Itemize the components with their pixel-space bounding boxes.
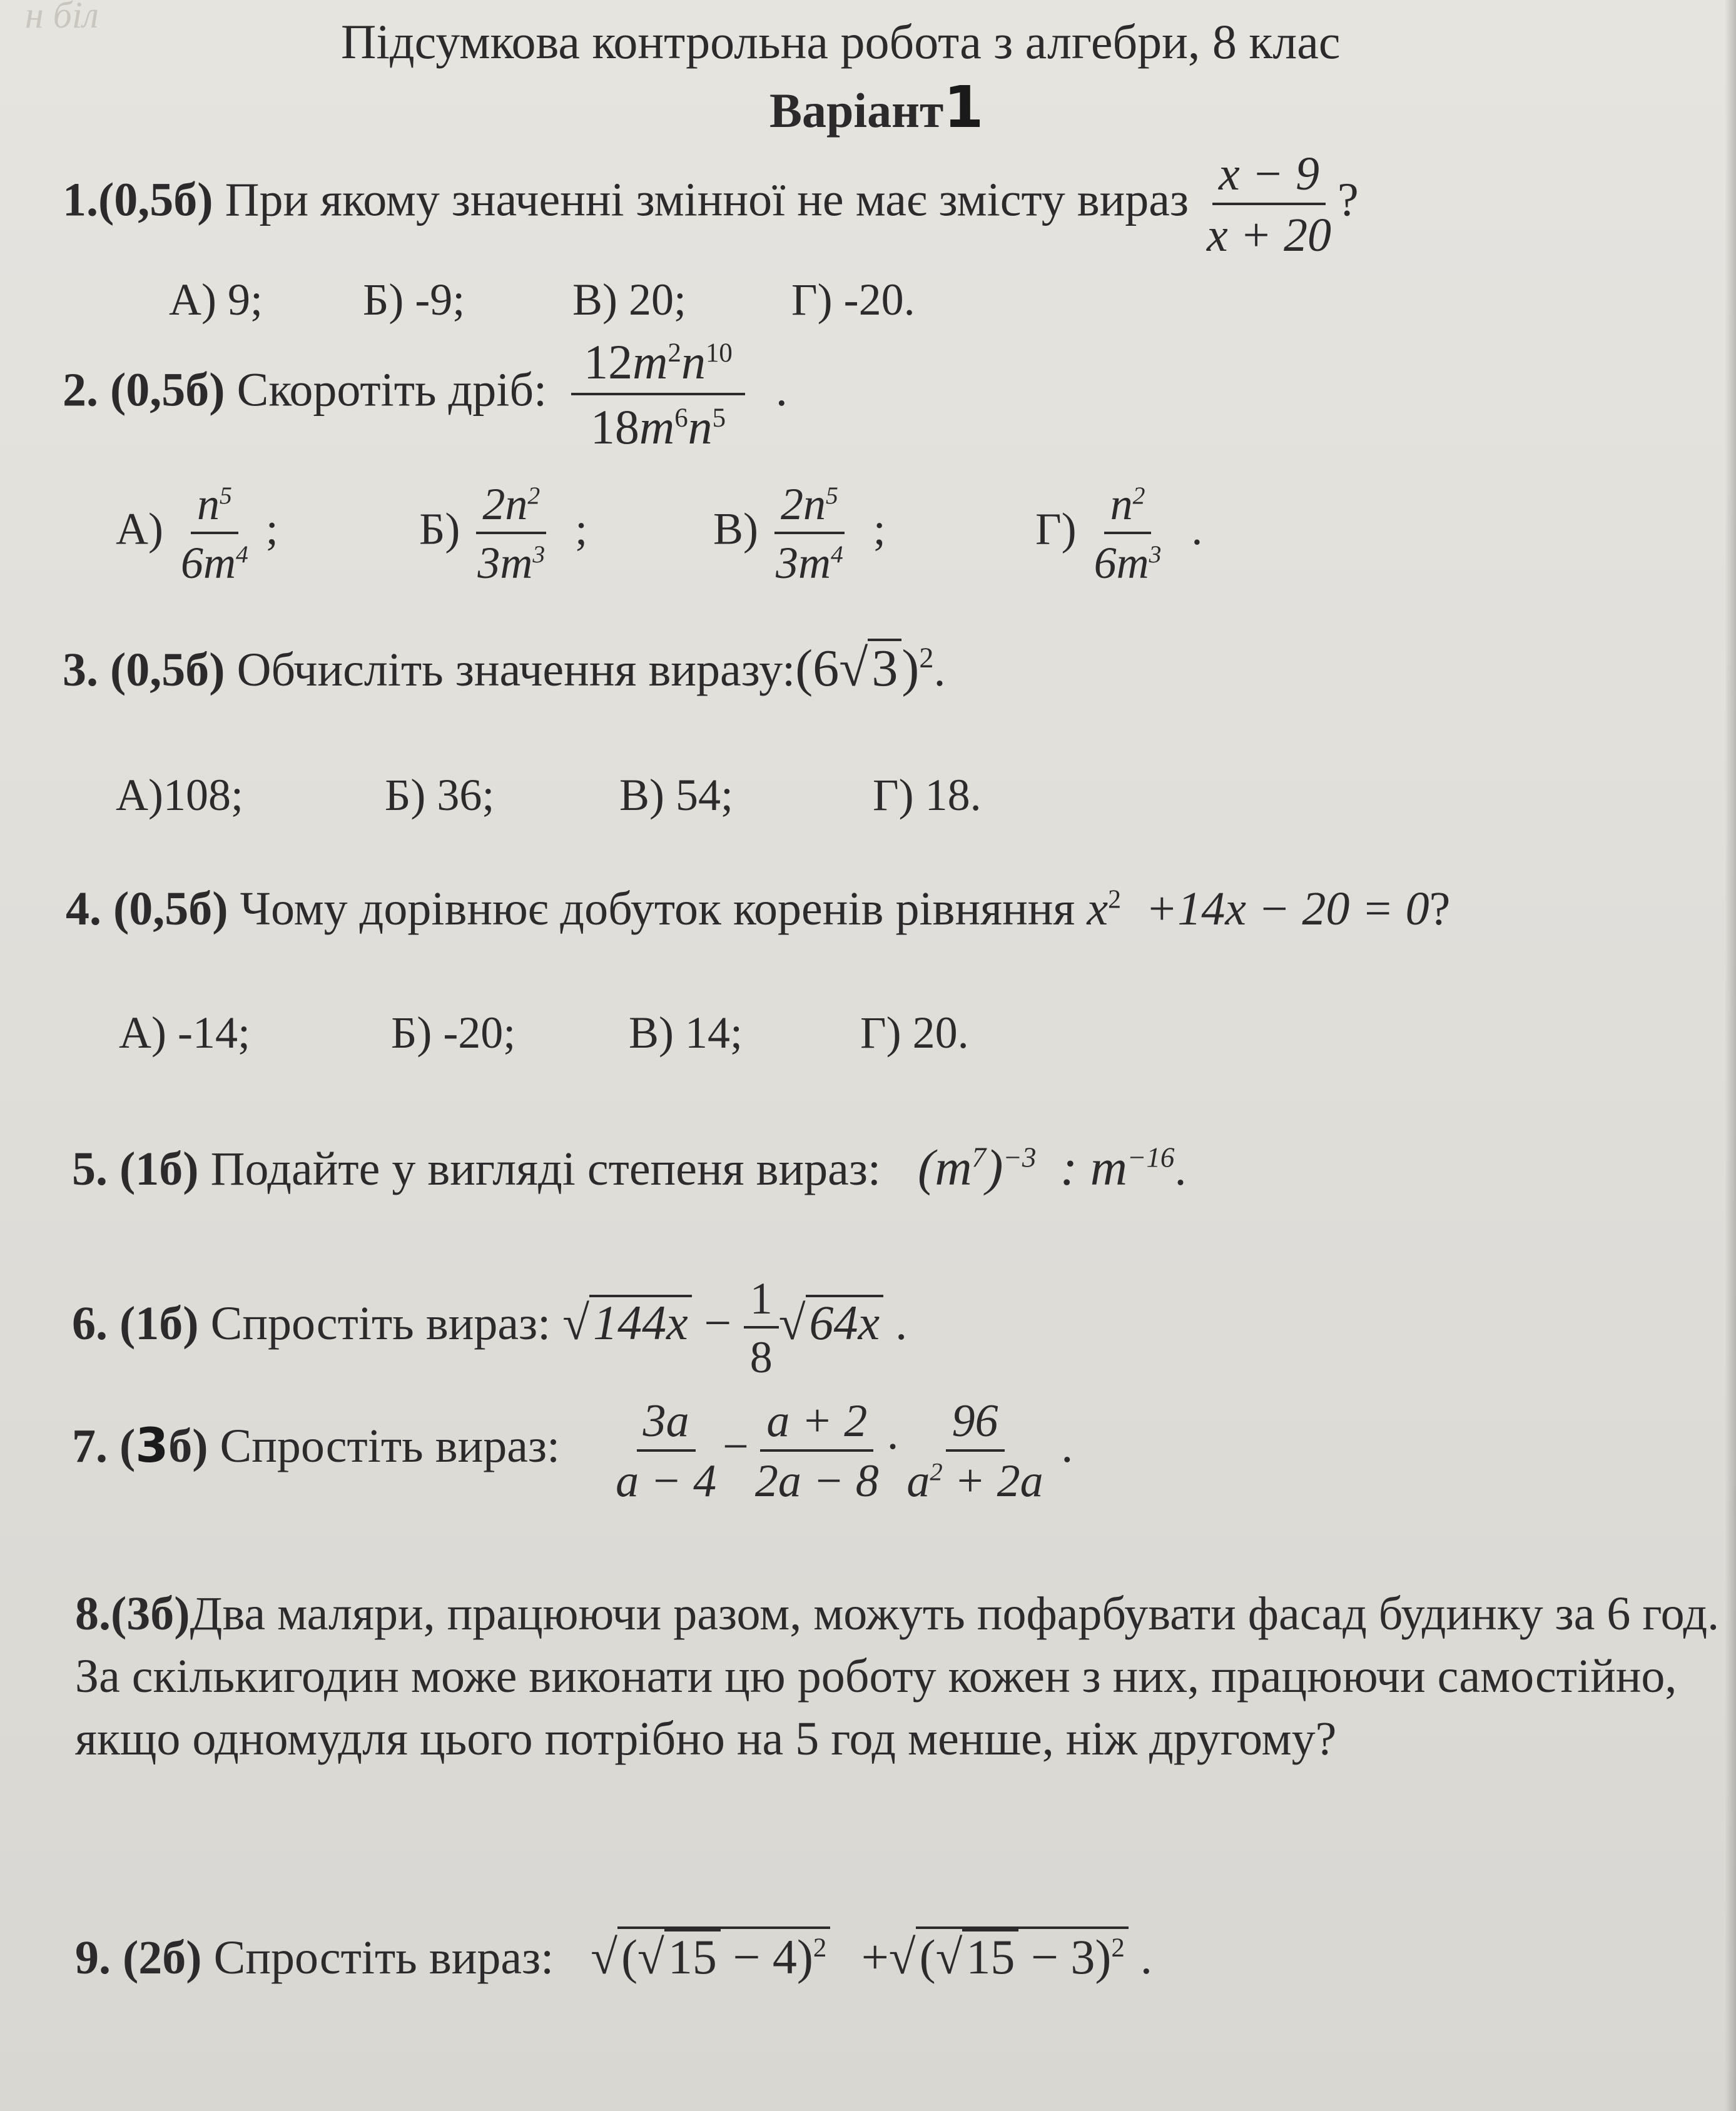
page-title: Підсумкова контрольна робота з алгебри, 8 клас xyxy=(341,14,1341,69)
q9-radical-2: $(√15 - 3)^2$ xyxy=(916,1926,1129,1983)
q6-text: Спростіть вираз: xyxy=(210,1297,551,1350)
variant-label: Варіант xyxy=(769,83,944,138)
q2-end: . xyxy=(775,363,788,417)
q9-r2-exp: 2 xyxy=(1111,1933,1125,1963)
q6-fraction xyxy=(744,1273,779,1382)
q2-option-c-num: 2n xyxy=(781,479,826,529)
q2-option-c-den: 3m xyxy=(776,538,831,588)
q6-minus: − xyxy=(704,1295,732,1350)
q3-expr-open: (6 xyxy=(795,639,840,697)
q7-f1-num: 3a xyxy=(637,1398,696,1452)
q2-option-a-letter: А) xyxy=(116,504,163,554)
q9-end: . xyxy=(1140,1931,1152,1984)
q5-label: 5. (1б) xyxy=(72,1143,199,1195)
q2-option-c-sep: ; xyxy=(873,504,886,554)
q2-option-d-letter: Г) xyxy=(1035,504,1077,554)
q3-expr-exp: 2 xyxy=(919,642,934,674)
q9-r2-root: 15 xyxy=(962,1929,1018,1983)
q2-option-b-num: 2n xyxy=(482,479,528,529)
q4-eq-x: x xyxy=(1087,883,1109,935)
q4-eq-rest: +14x − 20 = 0 xyxy=(1145,883,1429,935)
q7-f3-num: 96 xyxy=(946,1398,1005,1452)
q2-fraction xyxy=(571,335,745,454)
q7-f3-den-a: a xyxy=(906,1455,930,1507)
q1-numerator: x − 9 xyxy=(1212,150,1326,205)
q7-f3-den xyxy=(900,1452,1049,1507)
q2-option-b xyxy=(419,479,588,588)
q5-base-open: (m xyxy=(918,1139,972,1196)
q2-text: Скоротіть дріб: xyxy=(236,363,547,417)
q6-radicand-1: 144x xyxy=(589,1295,692,1349)
variant-number-handwritten: 1 xyxy=(943,74,984,141)
q3-expr-close: ) xyxy=(901,639,920,697)
q1-end: ? xyxy=(1338,173,1359,226)
q2-option-b-letter: Б) xyxy=(419,504,460,554)
q7-fraction-3 xyxy=(900,1395,1049,1507)
question-6 xyxy=(72,1273,908,1382)
q2-option-c-fraction xyxy=(769,479,850,588)
q3-text: Обчисліть значення виразу: xyxy=(236,644,796,696)
q2-option-d-den-exp: 3 xyxy=(1149,540,1162,568)
q9-r1-exp: 2 xyxy=(813,1933,827,1963)
q2-option-c xyxy=(713,479,886,588)
q9-expression: $√(√15 - 4)^2 +√(√15 - 3)^2$ xyxy=(591,1930,1129,1984)
q2-num-n: n xyxy=(681,335,706,389)
q7-f3-den-exp: 2 xyxy=(930,1457,943,1486)
q3-label: 3. (0,5б) xyxy=(63,644,225,696)
question-2 xyxy=(63,335,788,454)
q7-label-post: б) xyxy=(168,1419,208,1472)
q5-text: Подайте у вигляді степеня вираз: xyxy=(210,1143,881,1195)
q7-text: Спростіть вираз: xyxy=(220,1419,561,1472)
q2-num-coef: 12 xyxy=(584,335,633,389)
question-1 xyxy=(63,150,1359,259)
q1-label: 1.(0,5б) xyxy=(63,173,213,226)
question-5 xyxy=(72,1138,1186,1197)
q7-label xyxy=(72,1417,208,1473)
q5-base-close: ) xyxy=(986,1139,1003,1196)
q4-option-d: Г) 20. xyxy=(860,1008,969,1058)
q2-option-d-den: 6m xyxy=(1094,538,1149,588)
q2-option-b-sep: ; xyxy=(575,504,588,554)
q2-option-b-fraction xyxy=(471,479,551,588)
q5-div-exp: −16 xyxy=(1127,1142,1175,1173)
q9-radical-1: $(√15 - 4)^2$ xyxy=(617,1926,830,1983)
q7-f3-den-rest: + 2a xyxy=(954,1455,1043,1507)
q3-radicand: 3 xyxy=(868,639,901,696)
q2-option-a-num: n xyxy=(196,479,220,529)
q5-inner-exp: 7 xyxy=(972,1142,987,1173)
q2-denominator xyxy=(578,395,738,452)
q2-option-a xyxy=(116,479,278,588)
question-9 xyxy=(75,1926,1152,1985)
q3-option-a: А)108; xyxy=(116,770,243,820)
q1-option-d: Г) -20. xyxy=(791,275,915,325)
q2-numerator xyxy=(571,335,745,395)
q2-option-b-num-exp: 2 xyxy=(527,482,541,509)
q2-option-c-num-exp: 5 xyxy=(826,482,838,509)
page-edge-shadow xyxy=(1725,0,1736,2111)
q5-end: . xyxy=(1174,1143,1187,1195)
q7-op-minus: − xyxy=(723,1420,749,1472)
q3-expression: $(6√3)^2$ xyxy=(795,639,934,697)
q3-option-b: Б) 36; xyxy=(385,770,495,820)
q2-option-c-letter: В) xyxy=(713,504,758,554)
q7-label-pre: 7. ( xyxy=(72,1419,136,1472)
q2-den-n-exp: 5 xyxy=(712,403,726,433)
q2-option-d-sep: . xyxy=(1191,504,1203,554)
q7-f1-den: a − 4 xyxy=(616,1455,717,1507)
q2-option-d-num: n xyxy=(1110,479,1133,529)
q3-option-d: Г) 18. xyxy=(873,770,982,820)
q9-plus: + xyxy=(861,1930,889,1984)
q7-fraction-2 xyxy=(749,1395,885,1507)
q2-option-a-den-exp: 4 xyxy=(235,540,248,568)
q2-den-m-exp: 6 xyxy=(674,403,688,433)
q7-expression xyxy=(609,1395,1061,1507)
question-4 xyxy=(66,882,1450,936)
q4-end: ? xyxy=(1429,883,1451,935)
q9-r2-rest: − 3 xyxy=(1030,1930,1095,1984)
q4-option-b: Б) -20; xyxy=(391,1008,516,1058)
q6-end: . xyxy=(895,1297,908,1350)
q2-option-b-den-exp: 3 xyxy=(532,540,546,568)
q6-frac-num: 1 xyxy=(744,1276,779,1329)
q1-fraction xyxy=(1200,150,1338,259)
q8-label: 8.(3б) xyxy=(75,1587,190,1640)
q1-text: При якому значенні змінної не має змісту вираз xyxy=(225,173,1189,226)
q2-option-b-den: 3m xyxy=(477,538,533,588)
q2-option-a-num-exp: 5 xyxy=(219,482,232,509)
q7-f2-num: a + 2 xyxy=(760,1398,873,1452)
q8-text: Два маляри, працюючи разом, можуть пофарбувати фасад будинку за 6 год. За скількигодин може виконати цю роботу кожен з них, працюючи самостійно, якщо одномудля цього потрібно на 5 год менше, ніж другому? xyxy=(75,1587,1720,1765)
q7-f2-den: 2a − 8 xyxy=(754,1455,879,1507)
q2-num-m-exp: 2 xyxy=(667,338,681,368)
q6-expression: √144x − $\frac{1}{8}$ √64x xyxy=(562,1295,883,1350)
q9-r1-rest: − 4 xyxy=(733,1930,797,1984)
q4-option-c: В) 14; xyxy=(629,1008,743,1058)
q9-label: 9. (2б) xyxy=(75,1931,202,1984)
q2-option-a-sep: ; xyxy=(265,504,278,554)
q9-text: Спростіть вираз: xyxy=(213,1931,554,1984)
q7-op-dot: · xyxy=(885,1420,901,1472)
q1-option-c: В) 20; xyxy=(572,275,687,325)
q9-r1-root: 15 xyxy=(664,1929,721,1983)
q2-option-d xyxy=(1035,479,1203,588)
faint-pencil-mark: н біл xyxy=(25,0,99,36)
q2-num-m: m xyxy=(632,335,668,389)
q4-eq-exp: 2 xyxy=(1108,885,1122,914)
q2-num-n-exp: 10 xyxy=(705,338,733,368)
q2-option-a-den: 6m xyxy=(180,538,236,588)
q2-option-d-num-exp: 2 xyxy=(1132,482,1145,509)
q2-den-coef: 18 xyxy=(590,400,639,454)
q2-option-d-fraction xyxy=(1088,479,1168,588)
q5-divider: : m xyxy=(1060,1139,1127,1196)
q2-option-a-fraction xyxy=(175,479,255,588)
q7-end: . xyxy=(1061,1419,1074,1472)
variant-heading xyxy=(769,74,983,141)
q4-text: Чому дорівнює добуток коренів рівняння xyxy=(240,883,1075,935)
q1-option-b: Б) -9; xyxy=(363,275,465,325)
q1-denominator: x + 20 xyxy=(1207,209,1332,261)
q5-expression xyxy=(918,1139,1174,1196)
question-3 xyxy=(63,638,945,699)
q7-label-handwritten-number: 3 xyxy=(135,1417,169,1473)
q2-label: 2. (0,5б) xyxy=(63,363,225,417)
q4-label: 4. (0,5б) xyxy=(66,883,228,935)
q1-option-a: А) 9; xyxy=(169,275,263,325)
q2-den-m: m xyxy=(639,400,675,454)
q2-option-c-den-exp: 4 xyxy=(831,540,843,568)
q3-option-c: В) 54; xyxy=(619,770,734,820)
question-7 xyxy=(72,1395,1074,1507)
q7-fraction-1 xyxy=(609,1395,723,1507)
q6-radicand-2: 64x xyxy=(806,1295,884,1349)
q3-end: . xyxy=(933,644,946,696)
q6-frac-den: 8 xyxy=(749,1332,773,1382)
question-8 xyxy=(75,1582,1727,1770)
q2-den-n: n xyxy=(688,400,713,454)
q6-label: 6. (1б) xyxy=(72,1297,199,1350)
q4-option-a: А) -14; xyxy=(119,1008,250,1058)
q5-outer-exp: −3 xyxy=(1003,1142,1037,1173)
